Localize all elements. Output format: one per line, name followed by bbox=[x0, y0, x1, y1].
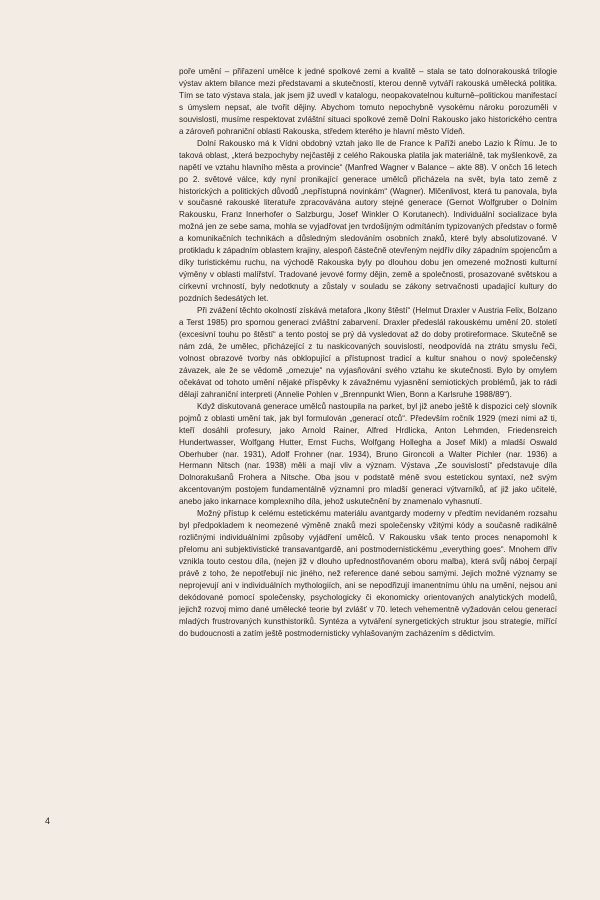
paragraph-4: Když diskutovaná generace umělců nastoupila na parket, byl již anebo ještě k dispozici celý slovník pojmů z oblasti umění tak, jak byl formulován „generací otců“. Především ročník 1929 (mezi nimi až ti, kteří dosáhli profesury, jako Arnold Rainer, Alfred Hrdlicka, Anton Lehmden, Friedensreich Hundertwasser, Wolfgang Hutter, Ernst Fuchs, Wolfgang Hollegha a Josef Mikl) a mladší Oswald Oberhuber (nar. 1931), Adolf Frohner (nar. 1934), Bruno Gironcoli a Walter Pichler (nar. 1936) a Hermann Nitsch (nar. 1938) měli a mají vliv a význam. Výstava „Ze souvislostí“ představuje díla Dolnorakušanů Frohera a Nitsche. Oba jsou v podstatě méně svou estetickou syntaxí, než svým akcentovaným postojem fundamentálně významní pro mladší generaci výtvarníků, ať již jako učitelé, anebo jako inkarnace komplexního díla, jehož uskutečnění by znamenalo vyhasnutí. bbox=[179, 401, 557, 507]
text-column bbox=[179, 66, 557, 640]
page-number: 4 bbox=[45, 816, 51, 826]
paragraph-5: Možný přístup k celému estetickému materiálu avantgardy moderny v předtím nevídaném rozsahu byl předpokladem k neomezené výměně znaků mezi společensky vžitými kódy a současně radikálně rozličnými individuálními způsoby vyjádření umělců. V Rakousku však tento proces nenapomohl k přelomu ani subjektivistické transavantgardě, ani postmodernistickému „everything goes“. Mnohem dřív vznikla touto cestou díla, (nejen již v dlouho upřednostňovaném oboru malba), která svůj náboj čerpají právě z toho, že nepotřebují nic jiného, než reference dané sebou samými. Jejich možné významy se neprojevují ani v individuálních mythologiích, ani se nepodřizují imanentnímu úhlu na umění, nejsou ani dekódované pomocí společensky, psychologicky či ekonomicky orientovaných analytických modelů, jejichž rozvoj mimo dané umělecké teorie byl zvlášť v 70. letech vehementně vyžadován celou generací mladých frustrovaných kunsthistoriků. Syntéza a vytváření synergetických struktur jsou strategie, mířící do budoucnosti a zatím ještě postmodernisticky vyhlašovaným zacházením s dědictvím. bbox=[179, 509, 557, 638]
paragraph-1: poře umění – přiřazení umělce k jedné spolkové zemi a kvalitě – stala se tato dolnorakouská trilogie výstav aktem bilance mezi představami a skutečností, kterou denně vytváří rakouská umělecká politika. Tím se tato výstava stala, jak jsem již uvedl v katalogu, neopakovatelnou kulturně–politickou manifestací s úmyslem nepsat, ale tvořit dějiny. Abychom tomuto nepochybně vysokému nároku porozuměli v souvislosti, musíme respektovat zvláštní situaci spolkové země Dolní Rakousko jako historického centra a zároveň pohraniční oblasti Rakouska, středem kterého je hlavní město Vídeň. bbox=[179, 67, 557, 136]
paragraph-2: Dolní Rakousko má k Vídni obdobný vztah jako Ile de France k Paříži anebo Lazio k Římu. Je to taková oblast, „která bezpochyby nejčastěji z celého Rakouska platila jak materiálně, tak myšlenkově, za napětí ve vztahu hlavního města a provincie“ (Manfred Wagner v Balance – akte 88). V ončch 16 letech po 2. světové válce, kdy nyní pronikající generace umělců přicházela na svět, byla tato země z historických a politických důvodů „nepřístupná novinkám“ (Wagner). Mlčenlivost, která tu panovala, byla v současné rakouské literatuře zpracovávána autory stejné generace (Gernot Wolfgruber o Dolním Rakousku, Franz Innerhofer o Salzburgu, Josef Winkler O Korutanech). Individuální socializace byla možná jen ze sebe sama, mohla se vyjadřovat jen tvrdošíjným odmítáním typizovaných představ o formě a komunikačních technikách a důsledným sledováním osobních znaků, které byly absolutizované. V protikladu k západním oblastem krajiny, alespoň částečně otevřeným nejdřív díky západním spojencům a díky turistickému ruchu, na východě Rakouska byly po dlouhou dobu jen omezené možnosti kulturní výměny v oblasti malířství. Tradované jevové formy dějin, země a společnosti, prosazované světskou a církevní vrchností, byly nedotknuty a zůstaly v souladu se zákony setrvačnosti upadající kultury do pozdních šedesátých let. bbox=[179, 138, 557, 304]
paragraph-3: Při zvážení těchto okolností získává metafora „Ikony štěstí“ (Helmut Draxler v Austria Felix, Bolzano a Terst 1985) pro spornou generaci zvláštní zabarvení. Draxler předeslál rakouskému umění 20. století (excesivní touhu po štěstí“ a tento postoj se prý dá vysledovat až do doby protireformace. Skutečně se nám zdá, že umělec, přicházející z tu naskicovaných souvislostí, neodpovídá na ztrátu smyslu řeči, volnost obrazové tvorby nás obklopující a přístupnost tradicí a kultur snahou o nový společenský závazek, ale že se vědomě „omezuje“ na vyjasňování svého vztahu ke skutečnosti. Bylo by omylem očekávat od tohoto umění nějaké příspěvky k závažnému vyjasnění semiotických problémů, jak to rádi dělají zahraniční interpreti (Annelie Pohlen v „Brennpunkt Wien, Bonn a Karlsruhe 1988/89“). bbox=[179, 306, 557, 399]
